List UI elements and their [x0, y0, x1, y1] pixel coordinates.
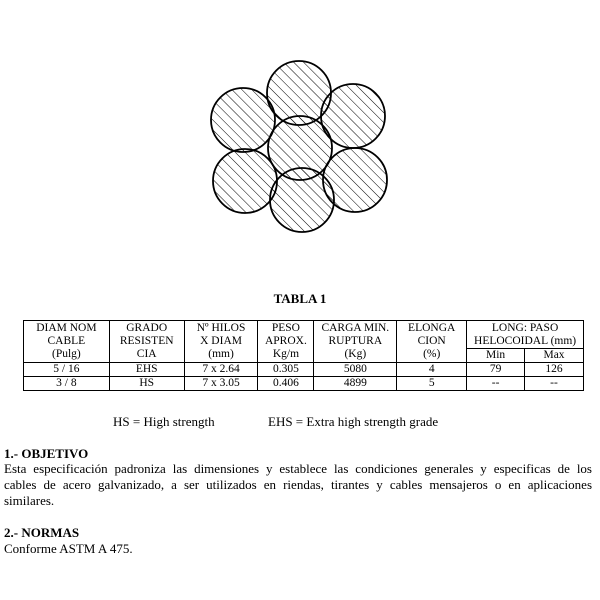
cell-peso: 0.305	[258, 363, 314, 377]
normas-paragraph: Conforme ASTM A 475.	[4, 541, 133, 556]
table-row	[24, 363, 584, 377]
cell-max: --	[525, 377, 584, 391]
section-heading-objetivo: 1.- OBJETIVO	[4, 446, 89, 461]
cell-elongacion: 4	[397, 363, 467, 377]
cell-diam: 5 / 16	[24, 363, 110, 377]
cell-peso: 0.406	[258, 377, 314, 391]
cell-min: --	[467, 377, 525, 391]
cell-grado: EHS	[109, 363, 184, 377]
header-min: Min	[467, 349, 525, 363]
cell-carga: 4899	[314, 377, 397, 391]
strand-diagram	[200, 58, 400, 238]
cell-grado: HS	[109, 377, 184, 391]
cell-elongacion: 5	[397, 377, 467, 391]
header-long-paso: LONG: PASO HELOCOIDAL (mm)	[467, 321, 584, 349]
spec-table	[23, 320, 584, 391]
wire-center	[268, 116, 332, 180]
cell-hilos: 7 x 3.05	[184, 377, 258, 391]
wire-cross-sections	[211, 61, 387, 232]
table-row	[24, 377, 584, 391]
objetivo-paragraph	[4, 461, 592, 509]
wire-upper-left	[211, 88, 275, 152]
paragraph-line: Esta especificación padroniza las dimensiones y establece las condiciones generales y especificas de los	[4, 461, 592, 476]
header-diam-nom: DIAM NOM CABLE (Pulg)	[24, 321, 110, 363]
header-max: Max	[525, 349, 584, 363]
header-carga: CARGA MIN. RUPTURA (Kg)	[314, 321, 397, 363]
cell-carga: 5080	[314, 363, 397, 377]
table-title: TABLA 1	[273, 291, 327, 306]
section-heading-normas: 2.- NORMAS	[4, 525, 80, 540]
header-elongacion: ELONGA CION (%)	[397, 321, 467, 363]
wire-lower-left	[213, 149, 277, 213]
header-hilos: Nº HILOS X DIAM (mm)	[184, 321, 258, 363]
cell-max: 126	[525, 363, 584, 377]
paragraph-line: cables de acero galvanizado, a ser utilizados en riendas, tirantes y cables mensajeros o en aplicaciones	[4, 477, 592, 492]
legend-hs: HS = High strength	[113, 414, 215, 429]
paragraph-line: similares.	[4, 493, 55, 508]
cell-diam: 3 / 8	[24, 377, 110, 391]
cell-hilos: 7 x 2.64	[184, 363, 258, 377]
cell-min: 79	[467, 363, 525, 377]
header-peso: PESO APROX. Kg/m	[258, 321, 314, 363]
header-grado: GRADO RESISTEN CIA	[109, 321, 184, 363]
legend-ehs: EHS = Extra high strength grade	[268, 414, 439, 429]
